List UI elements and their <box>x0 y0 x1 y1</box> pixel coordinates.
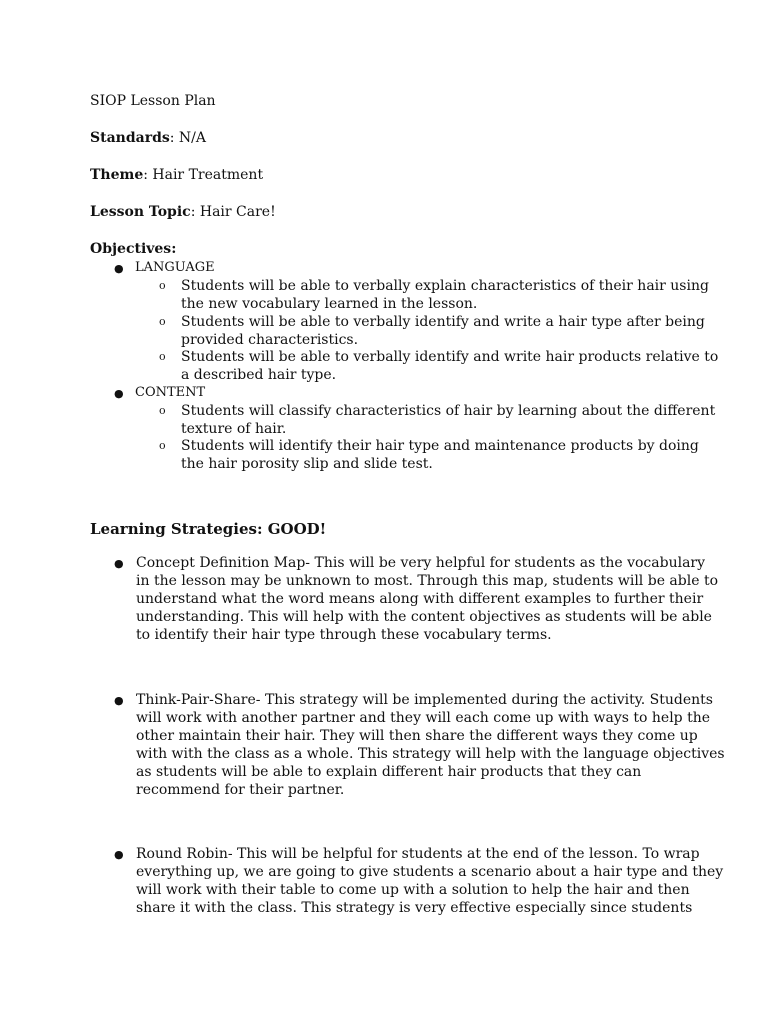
strategies-label: Learning Strategies <box>90 520 257 538</box>
topic-line <box>90 203 276 221</box>
bullet-icon: ● <box>114 557 124 570</box>
strategy-line: understand what the word means along with different examples to further their <box>136 591 704 607</box>
strategy-line: Think-Pair-Share- This strategy will be implemented during the activity. Students <box>136 692 713 708</box>
objective-line: Students will classify characteristics of hair by learning about the different <box>181 403 716 419</box>
objective-line: Students will be able to verbally explain characteristics of their hair using <box>181 278 709 294</box>
strategy-line: other maintain their hair. They will then share the different ways they come up <box>136 728 698 744</box>
objective-line: a described hair type. <box>181 366 337 383</box>
objective-line: Students will be able to verbally identify and write hair products relative to <box>181 349 719 365</box>
strategy-line: Round Robin- This will be helpful for students at the end of the lesson. To wrap <box>136 846 700 862</box>
theme-label: Theme <box>90 167 144 183</box>
objectives-heading: Objectives: <box>90 241 177 257</box>
bullet-icon: ● <box>114 694 124 707</box>
bullet-icon: ● <box>114 387 124 400</box>
objective-line: texture of hair. <box>181 420 287 437</box>
document-title: SIOP Lesson Plan <box>90 93 216 109</box>
circle-bullet-icon: o <box>159 439 166 452</box>
bullet-icon: ● <box>114 848 124 861</box>
strategy-line: will work with another partner and they will each come up with ways to help the <box>136 710 711 726</box>
strategy-line: understanding. This will help with the content objectives as students will be able <box>136 609 712 625</box>
strategy-line: everything up, we are going to give students a scenario about a hair type and they <box>136 864 724 880</box>
standards-value: : N/A <box>169 130 206 146</box>
topic-label: Lesson Topic <box>90 204 191 220</box>
language-label: LANGUAGE <box>135 260 215 275</box>
strategies-heading <box>90 520 326 539</box>
strategy-line: share it with the class. This strategy is very effective especially since students <box>136 900 693 916</box>
objective-line: Students will be able to verbally identify and write a hair type after being <box>181 314 705 330</box>
strategy-line: recommend for their partner. <box>136 782 345 798</box>
topic-value: : Hair Care! <box>190 204 276 220</box>
circle-bullet-icon: o <box>159 404 166 417</box>
strategies-value: : GOOD! <box>256 520 327 538</box>
standards-line <box>90 129 206 147</box>
objective-line: provided characteristics. <box>181 331 359 348</box>
objective-line: the new vocabulary learned in the lesson. <box>181 295 478 312</box>
strategy-line: Concept Definition Map- This will be very helpful for students as the vocabulary <box>136 555 706 571</box>
standards-label: Standards <box>90 130 170 146</box>
strategy-line: in the lesson may be unknown to most. Through this map, students will be able to <box>136 573 719 589</box>
objective-line: the hair porosity slip and slide test. <box>181 455 433 472</box>
strategy-line: as students will be able to explain different hair products that they can <box>136 764 642 780</box>
circle-bullet-icon: o <box>159 315 166 328</box>
strategy-line: to identify their hair type through these vocabulary terms. <box>136 627 552 643</box>
circle-bullet-icon: o <box>159 279 166 292</box>
theme-value: : Hair Treatment <box>143 167 264 183</box>
bullet-icon: ● <box>114 262 124 275</box>
circle-bullet-icon: o <box>159 350 166 363</box>
theme-line <box>90 166 263 184</box>
strategy-line: will work with their table to come up with a solution to help the hair and then <box>136 882 690 898</box>
objective-line: Students will identify their hair type and maintenance products by doing <box>181 438 699 454</box>
strategy-line: with with the class as a whole. This strategy will help with the language objectives <box>136 746 725 762</box>
content-label: CONTENT <box>135 385 206 400</box>
